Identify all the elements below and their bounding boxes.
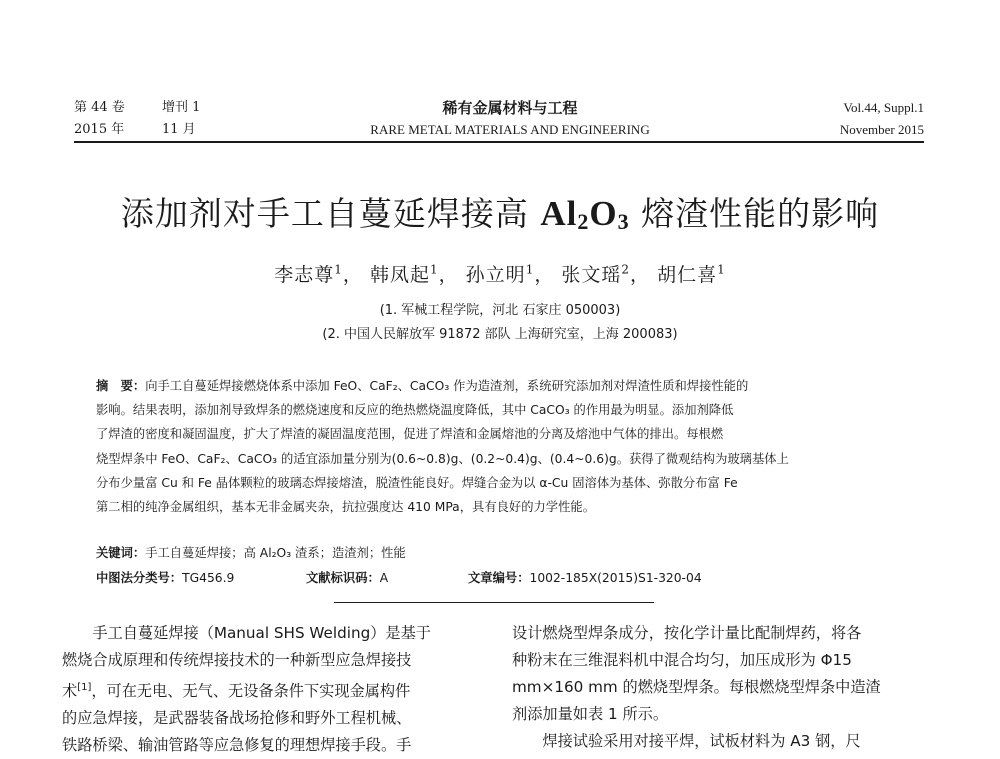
formula-sub-2: 2 bbox=[577, 209, 590, 234]
body-line: 燃烧合成原理和传统焊接技术的一种新型应急焊接技 bbox=[62, 651, 412, 669]
abstract-line: 影响。结果表明，添加剂导致焊条的燃烧速度和反应的绝热燃烧温度降低，其中 CaCO₃ 的作用最为明显。添加剂降低 bbox=[96, 403, 734, 418]
body-line: 术[1]，可在无电、无气、无设备条件下实现金属构件 bbox=[62, 682, 411, 701]
header-rule bbox=[74, 141, 924, 143]
journal-issue-info bbox=[74, 97, 200, 141]
journal-volume-info bbox=[840, 97, 924, 141]
year-cn: 2015 年 bbox=[74, 122, 125, 137]
body-line: 剂添加量如表 1 所示。 bbox=[512, 705, 669, 723]
keywords-label: 关键词： bbox=[96, 546, 146, 560]
citation-ref[interactable]: [1] bbox=[77, 682, 92, 693]
title-formula bbox=[540, 194, 629, 233]
author: 孙立明$^1$， bbox=[465, 262, 555, 286]
formula-sub-3: 3 bbox=[617, 209, 630, 234]
volume-en: Vol.44, Suppl.1 bbox=[843, 100, 924, 115]
body-line: 手工自蔓延焊接（Manual SHS Welding）是基于 bbox=[62, 624, 431, 642]
abstract-label: 摘 要： bbox=[96, 379, 146, 393]
doc-code: 文献标识码：A bbox=[306, 571, 389, 585]
month-cn: 11 月 bbox=[162, 122, 196, 137]
author-list bbox=[0, 260, 1000, 287]
body-line: mm×160 mm 的燃烧型焊条。每根燃烧型焊条中造渣 bbox=[512, 678, 881, 696]
journal-name-cn: 稀有金属材料与工程 bbox=[442, 99, 578, 117]
body-line: 种粉末在三维混料机中混合均匀，加压成形为 Φ15 bbox=[512, 651, 852, 669]
abstract-line: 分布少量富 Cu 和 Fe 晶体颗粒的玻璃态焊接熔渣，脱渣性能良好。焊缝合金为以 α-Cu 固溶体为基体、弥散分布富 Fe bbox=[96, 475, 738, 490]
issue-cn: 增刊 1 bbox=[162, 100, 201, 115]
title-prefix: 添加剂对手工自蔓延焊接高 bbox=[120, 194, 541, 233]
author: 张文瑶$^2$， bbox=[561, 262, 651, 286]
volume-cn: 第 44 卷 bbox=[74, 100, 125, 115]
formula-o: O bbox=[589, 194, 618, 233]
paper-title bbox=[0, 188, 1000, 235]
body-line: 焊接试验采用对接平焊，试板材料为 A3 钢，尺 bbox=[512, 732, 861, 750]
author: 韩凤起$^1$， bbox=[369, 262, 459, 286]
abstract-line: 了焊渣的密度和凝固温度，扩大了焊渣的凝固温度范围，促进了焊渣和金属熔池的分离及熔池中气体的排出。每根燃 bbox=[96, 427, 724, 442]
keywords-text: 手工自蔓延焊接；高 Al₂O₃ 渣系；造渣剂；性能 bbox=[145, 546, 406, 560]
abstract-line: 烧型焊条中 FeO、CaF₂、CaCO₃ 的适宜添加量分别为(0.6~0.8)g、(0.2~0.4)g、(0.4~0.6)g。获得了微观结构为玻璃基体上 bbox=[96, 451, 789, 466]
body-line: 铁路桥梁、输油管路等应急修复的理想焊接手段。手 bbox=[62, 736, 412, 755]
keywords bbox=[96, 543, 406, 561]
author: 李志尊$^1$， bbox=[274, 262, 363, 286]
body-column-right bbox=[512, 620, 932, 755]
clc-code: 中图法分类号：TG456.9 bbox=[96, 571, 235, 585]
formula-al: Al bbox=[540, 194, 578, 233]
abstract-line: 摘 要：向手工自蔓延焊接燃烧体系中添加 FeO、CaF₂、CaCO₃ 作为造渣剂，系统研究添加剂对焊渣性质和焊接性能的 bbox=[96, 379, 749, 393]
author: 胡仁喜$^1$ bbox=[657, 262, 726, 286]
affiliation-1: (1. 军械工程学院，河北 石家庄 050003) bbox=[379, 303, 621, 318]
journal-name bbox=[330, 97, 690, 141]
affiliation-2: (2. 中国人民解放军 91872 部队 上海研究室，上海 200083) bbox=[322, 327, 678, 342]
abstract bbox=[96, 374, 908, 519]
date-en: November 2015 bbox=[839, 122, 924, 137]
section-divider bbox=[334, 602, 654, 603]
body-column-left bbox=[62, 620, 482, 759]
body-line: 设计燃烧型焊条成分，按化学计量比配制焊药，将各 bbox=[512, 624, 862, 642]
title-suffix: 熔渣性能的影响 bbox=[629, 194, 880, 233]
abstract-line: 第二相的纯净金属组织，基本无非金属夹杂，抗拉强度达 410 MPa，具有良好的力学性能。 bbox=[96, 500, 595, 515]
article-number: 文章编号：1002-185X(2015)S1-320-04 bbox=[468, 571, 702, 585]
body-line: 的应急焊接，是武器装备战场抢修和野外工程机械、 bbox=[62, 709, 412, 728]
journal-name-en: RARE METAL MATERIALS AND ENGINEERING bbox=[370, 122, 650, 137]
